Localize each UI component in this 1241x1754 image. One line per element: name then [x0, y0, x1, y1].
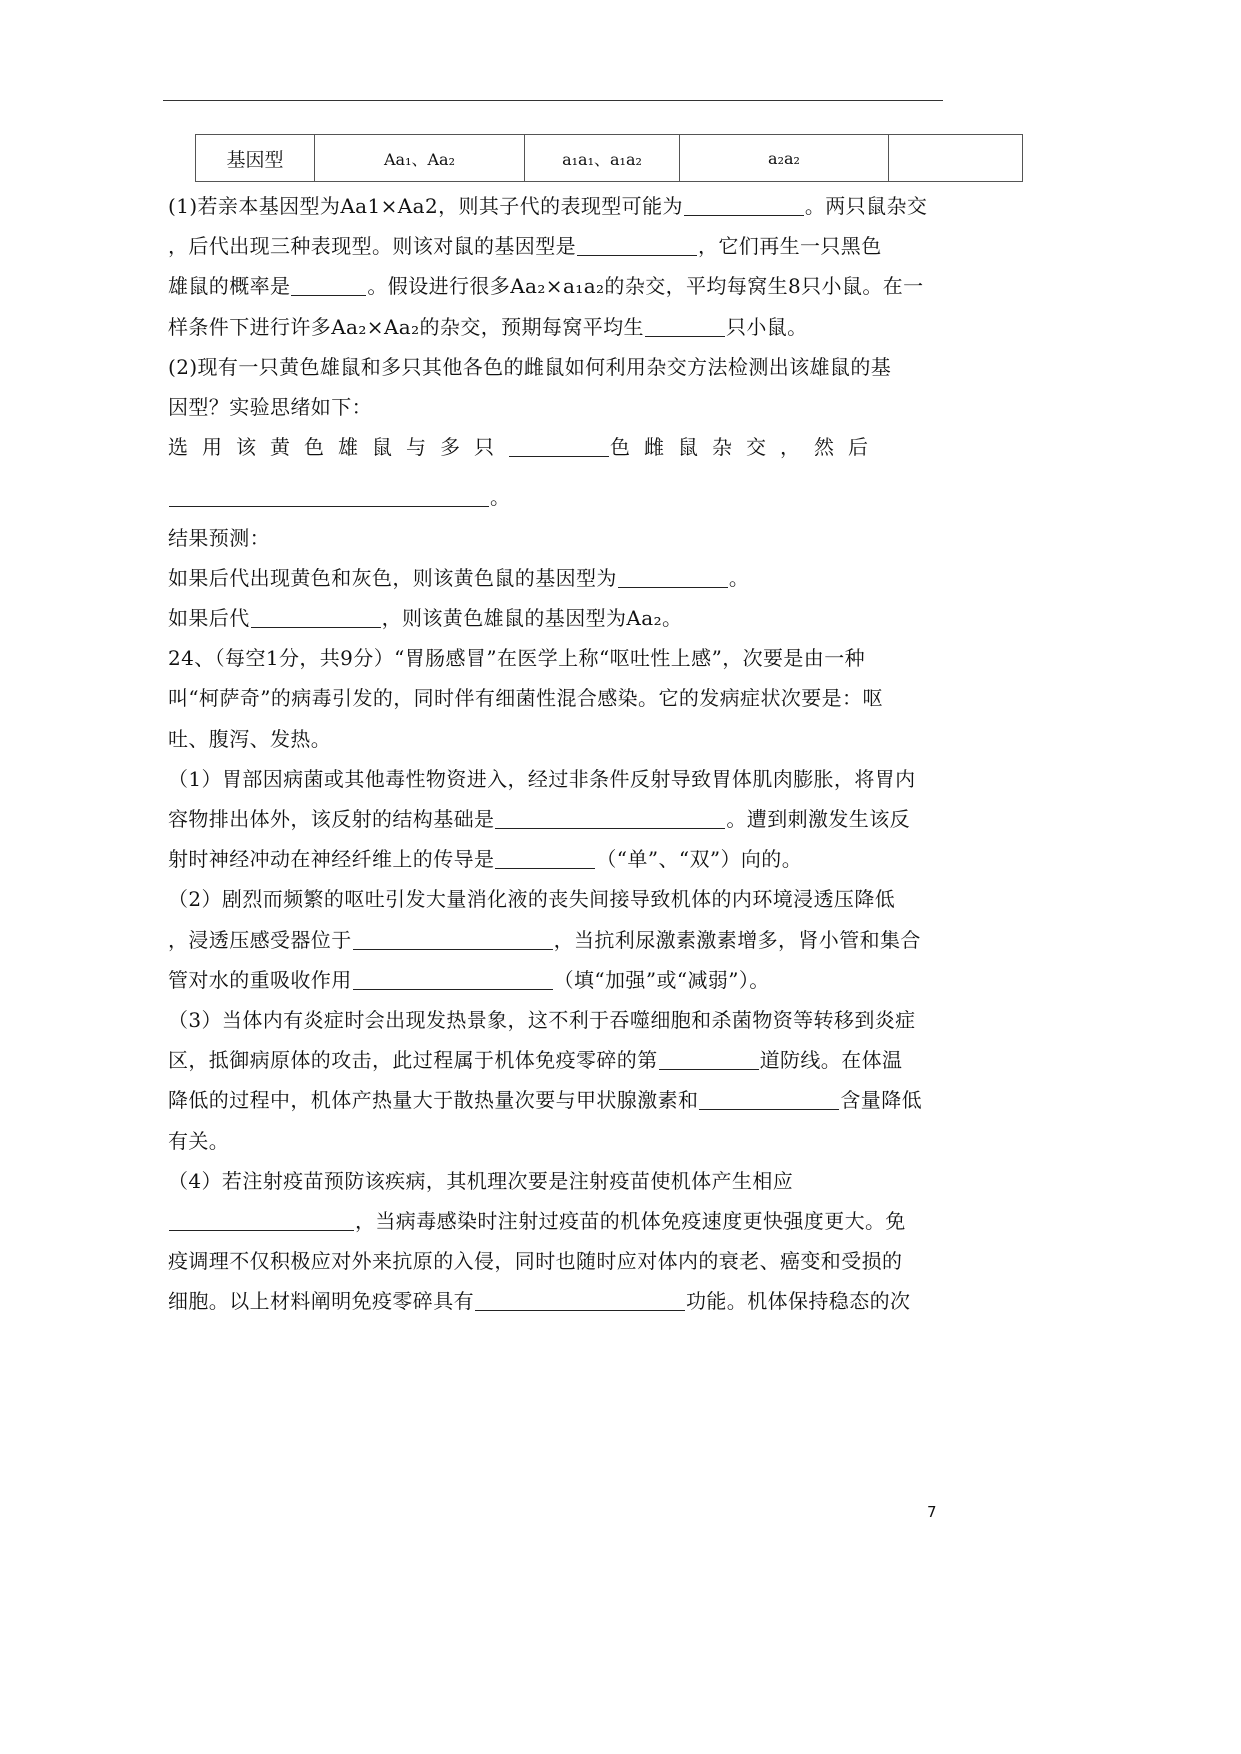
text-line [168, 226, 946, 266]
answer-blank [509, 434, 609, 457]
answer-blank [251, 605, 381, 628]
text-line [168, 1040, 946, 1080]
table-row [196, 135, 1023, 182]
line-text: 降低的过程中，机体产热量大于散热量次要与甲状腺激素和 [168, 1088, 699, 1113]
line-text: （2）剧烈而频繁的呕吐引发大量消化液的丧失间接导致机体的内环境浸透压降低 [168, 887, 896, 912]
text-line [168, 799, 946, 839]
line-text: 。假设进行很多Aa₂×a₁a₂的杂交，平均每窝生8只小鼠。在一 [367, 274, 924, 299]
text-line [168, 1080, 946, 1120]
line-text: （1）胃部因病菌或其他毒性物资进入，经过非条件反射导致胃体肌肉膨胀，将胃内 [168, 766, 916, 791]
line-text: 24、（每空1分，共9分）“胃肠感冒”在医学上称“呕吐性上感”，次要是由一种 [168, 646, 865, 671]
line-text: 吐、腹泻、发热。 [168, 726, 332, 751]
header-rule [163, 100, 943, 101]
line-text: （填“加强”或“减弱”）。 [553, 967, 770, 992]
table-cell: 基因型 [196, 135, 315, 182]
answer-blank [645, 314, 725, 337]
line-text: 管对水的重吸收作用 [168, 967, 352, 992]
line-text: 样条件下进行许多Aa₂×Aa₂的杂交，预期每窝平均生 [168, 314, 644, 339]
line-text: ，当抗利尿激素激素增多，肾小管和集合 [553, 927, 921, 952]
text-line [168, 558, 946, 598]
line-text: 容物排出体外，该反射的结构基础是 [168, 807, 495, 832]
text-line [168, 960, 946, 1000]
line-text: 有关。 [168, 1128, 230, 1153]
line-text: （4）若注射疫苗预防该疾病，其机理次要是注射疫苗使机体产生相应 [168, 1168, 794, 1193]
text-line [168, 638, 946, 678]
page-number: 7 [927, 1503, 937, 1521]
line-text: 道防线。在体温 [759, 1048, 903, 1073]
line-text: ，则该黄色雄鼠的基因型为Aa₂。 [381, 606, 683, 631]
text-line [168, 387, 946, 427]
line-text: 色雌鼠杂交，然后 [610, 435, 882, 460]
text-line [168, 1241, 946, 1281]
line-text: ，浸透压感受器位于 [168, 927, 352, 952]
line-text: 结果预测： [168, 525, 270, 550]
line-text: （“单”、“双”）向的。 [596, 847, 803, 872]
text-line [168, 1161, 946, 1201]
table-cell: a₂a₂ [680, 135, 889, 182]
text-line [168, 759, 946, 799]
answer-blank [169, 1208, 354, 1231]
answer-blank [577, 233, 697, 256]
line-text: 。遭到刺激发生该反 [726, 807, 911, 832]
text-line [168, 307, 946, 347]
line-text: (1)若亲本基因型为Aa1×Aa2，则其子代的表现型可能为 [168, 194, 683, 218]
genotype-table [195, 134, 1023, 182]
text-line [168, 266, 946, 306]
text-line [168, 719, 946, 759]
line-text: 只小鼠。 [725, 314, 808, 339]
text-line [168, 1121, 946, 1161]
text-line [168, 920, 946, 960]
answer-blank [475, 1288, 685, 1311]
line-text: 区，抵御病原体的攻击，此过程属于机体免疫零碎的第 [168, 1048, 658, 1073]
line-text: ，它们再生一只黑色 [698, 234, 882, 259]
table-cell: a₁a₁、a₁a₂ [525, 135, 680, 182]
text-line [168, 678, 946, 718]
text-line [168, 186, 946, 226]
table-cell [889, 135, 1023, 182]
line-text: ，当病毒感染时注射过疫苗的机体免疫速度更快强度更大。免 [355, 1209, 906, 1234]
line-text: 射时神经冲动在神经纤维上的传导是 [168, 847, 495, 872]
line-text: 细胞。以上材料阐明免疫零碎具有 [168, 1289, 474, 1314]
answer-blank [291, 273, 366, 296]
text-line [168, 518, 946, 558]
line-text: 如果后代出现黄色和灰色，则该黄色鼠的基因型为 [168, 565, 617, 590]
line-text: ，后代出现三种表现型。则该对鼠的基因型是 [168, 234, 576, 259]
text-line [168, 1281, 946, 1321]
answer-blank [618, 565, 728, 588]
line-text: 功能。机体保持稳态的次 [686, 1289, 911, 1314]
line-text: 叫“柯萨奇”的病毒引发的，同时伴有细菌性混合感染。它的发病症状次要是：呕 [168, 686, 883, 711]
text-line [168, 598, 946, 638]
line-text: 。两只鼠杂交 [804, 194, 928, 218]
line-text: 疫调理不仅积极应对外来抗原的入侵，同时也随时应对体内的衰老、癌变和受损的 [168, 1249, 903, 1274]
text-line [168, 347, 946, 387]
line-text: （3）当体内有炎症时会出现发热景象，这不利于吞噬细胞和杀菌物资等转移到炎症 [168, 1008, 916, 1033]
answer-blank [699, 1087, 839, 1110]
text-line [168, 839, 946, 879]
line-text: 如果后代 [168, 606, 250, 631]
question-text [168, 186, 946, 1322]
answer-blank [353, 967, 553, 990]
line-text: 。 [728, 565, 750, 590]
text-line [168, 1000, 946, 1040]
spacer [168, 467, 946, 477]
answer-blank [659, 1047, 759, 1070]
text-line [168, 477, 946, 517]
answer-blank [353, 927, 553, 950]
line-text: 选用该黄色雄鼠与多只 [168, 435, 508, 460]
answer-blank [684, 193, 804, 216]
line-text: 雄鼠的概率是 [168, 274, 291, 299]
answer-blank [169, 484, 489, 507]
answer-blank [495, 806, 725, 829]
line-text: 含量降低 [840, 1088, 923, 1113]
line-text: (2)现有一只黄色雄鼠和多只其他各色的雌鼠如何利用杂交方法检测出该雄鼠的基 [168, 354, 892, 379]
line-text: 因型？实验思绪如下： [168, 395, 372, 420]
answer-blank [495, 846, 595, 869]
line-text: 。 [490, 485, 511, 510]
text-line [168, 879, 946, 919]
table-cell: Aa₁、Aa₂ [315, 135, 525, 182]
text-line [168, 427, 946, 467]
text-line [168, 1201, 946, 1241]
